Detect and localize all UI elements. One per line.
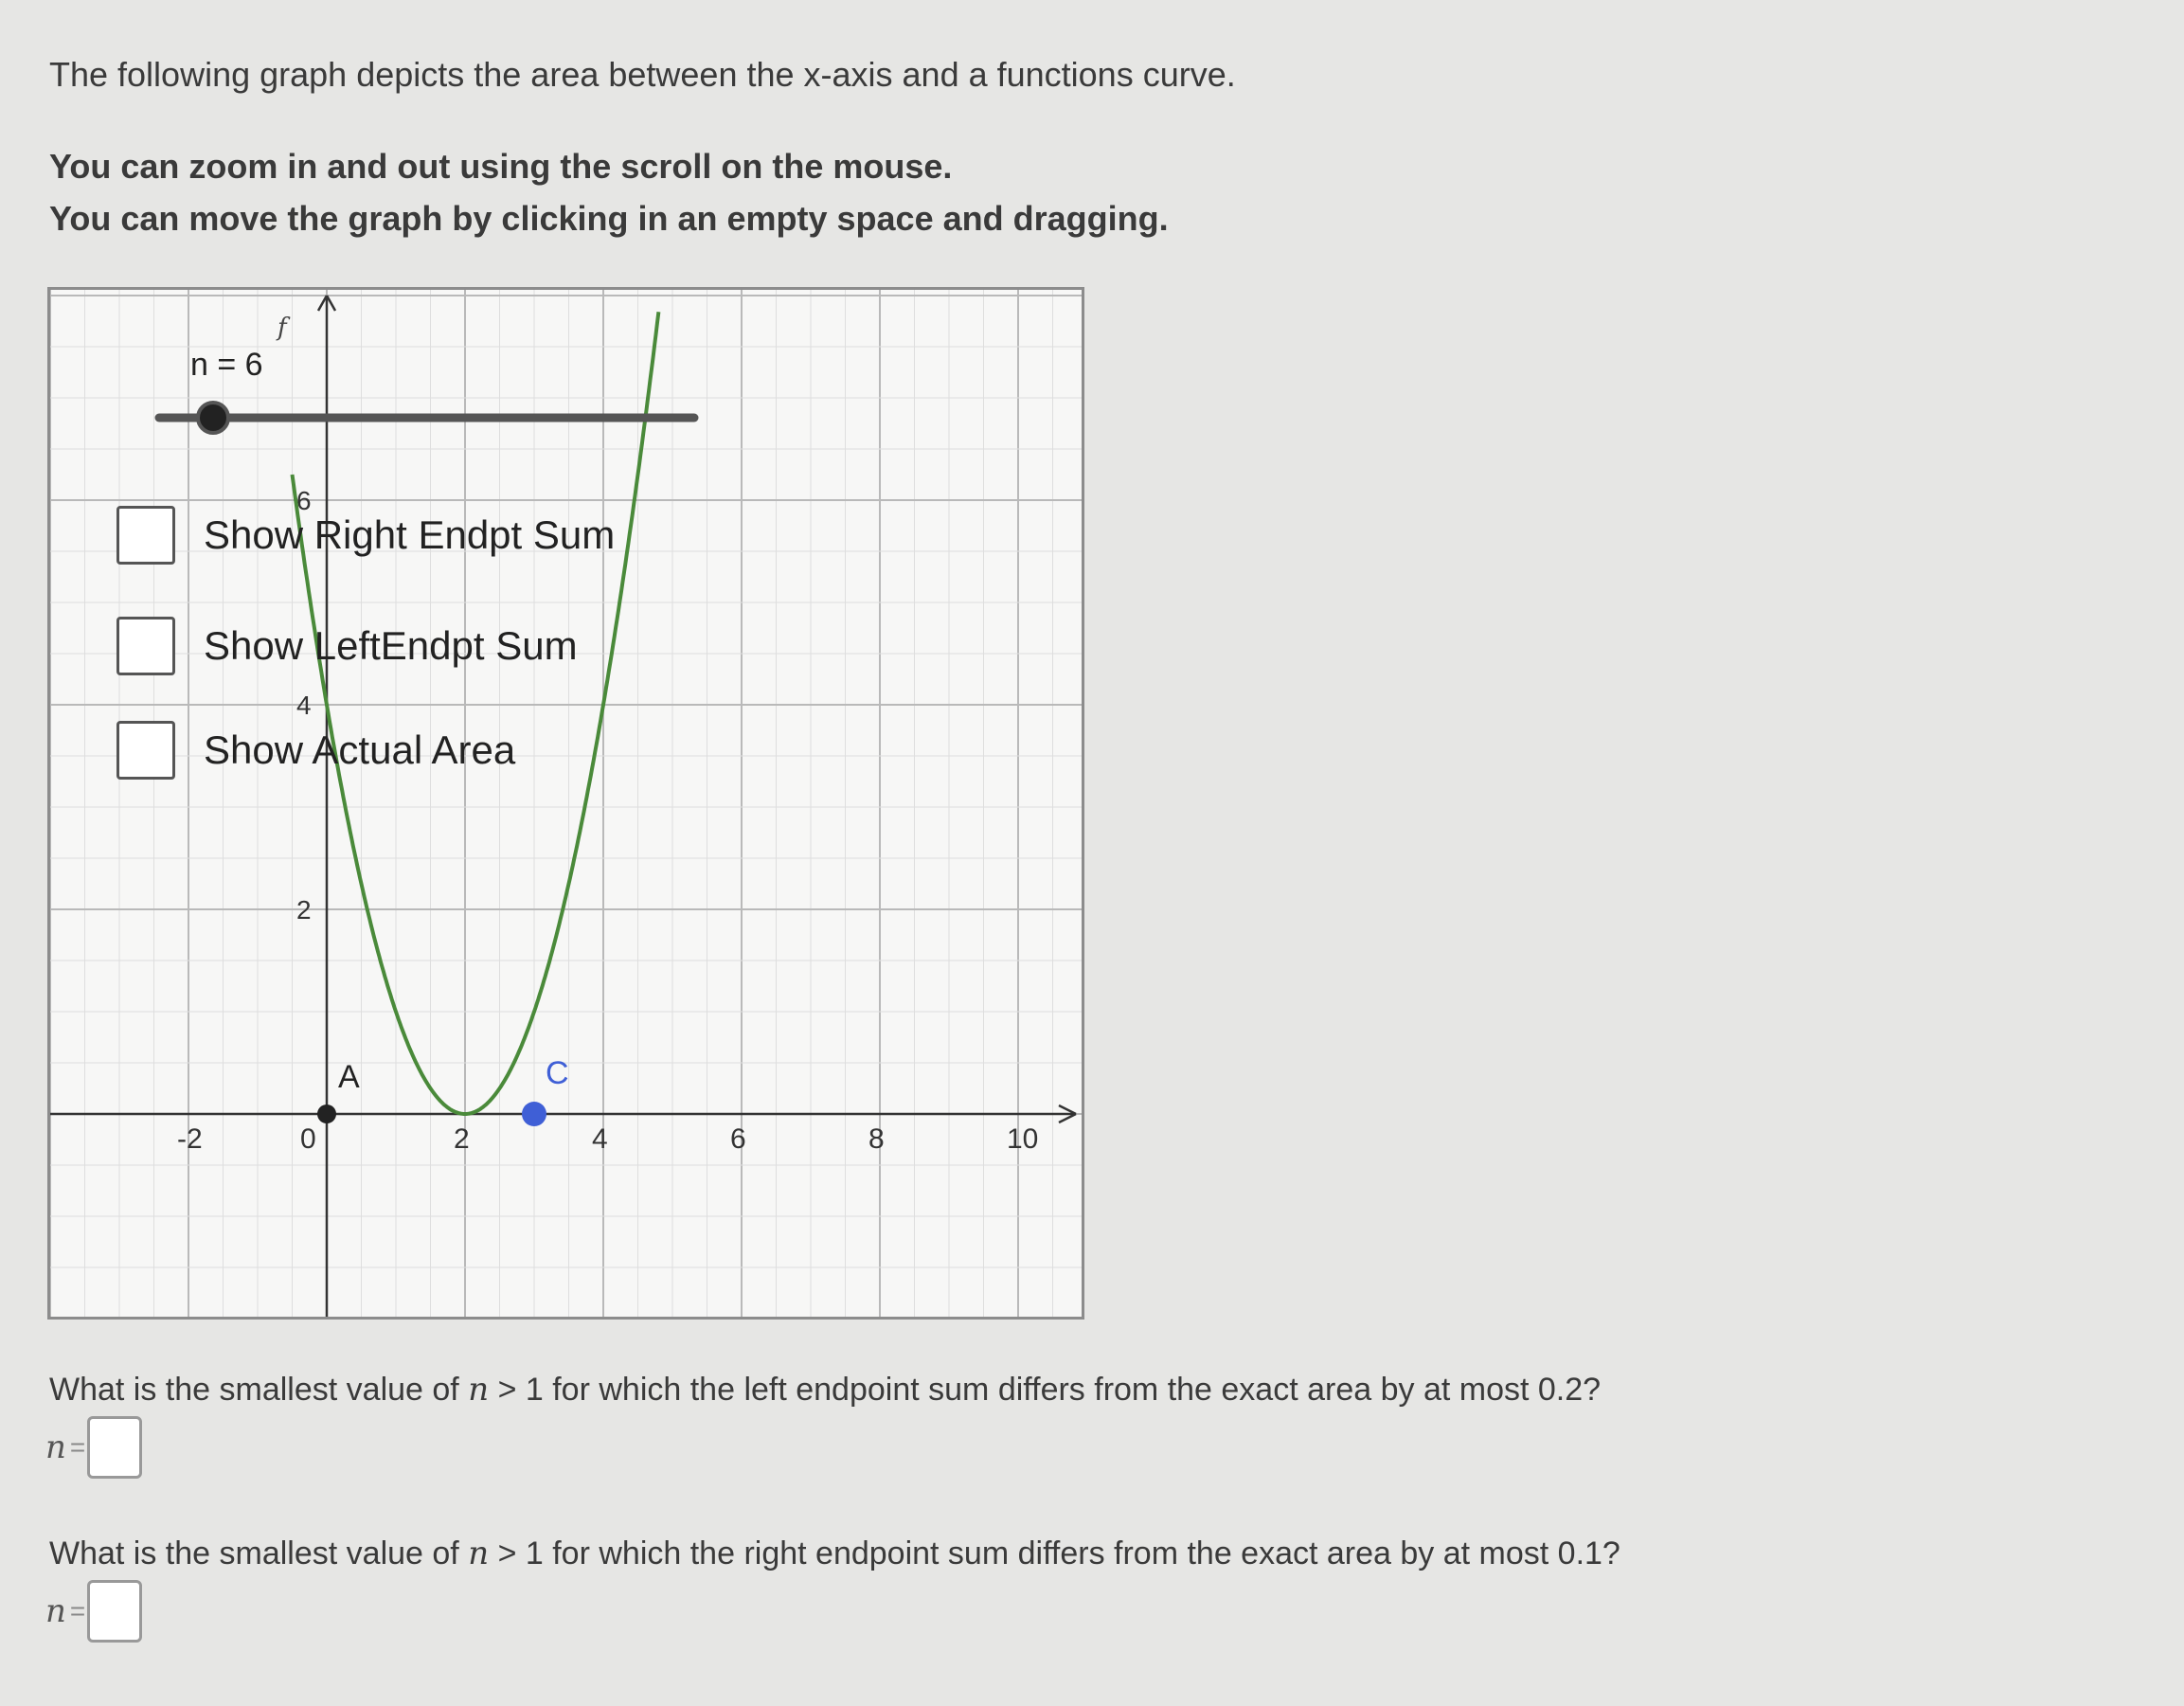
show-actual-area-checkbox[interactable] — [116, 721, 515, 780]
question-suffix: for which the left endpoint sum differs from the exact area by at most 0.2? — [552, 1372, 1602, 1408]
checkbox-label: Show Right Endpt Sum — [204, 512, 616, 557]
question-variable: n — [468, 1371, 490, 1409]
zoom-instruction: You can zoom in and out using the scroll on the mouse. — [49, 147, 953, 186]
x-tick-label: 0 — [300, 1123, 316, 1155]
point-c-label: C — [546, 1055, 569, 1091]
y-tick-label: 4 — [296, 691, 312, 720]
question-inequality: > 1 — [497, 1535, 544, 1571]
question-suffix: for which the right endpoint sum differs from the exact area by at most 0.1? — [552, 1535, 1620, 1571]
move-instruction: You can move the graph by clicking in an empty space and dragging. — [49, 199, 1169, 238]
n-slider-knob[interactable] — [198, 403, 228, 433]
x-tick-label: 4 — [592, 1123, 608, 1155]
x-tick-label: 6 — [730, 1123, 746, 1155]
intro-text: The following graph depicts the area between the x-axis and a functions curve. — [49, 55, 1236, 94]
point-c[interactable] — [522, 1102, 546, 1126]
checkbox-label: Show Actual Area — [204, 727, 516, 772]
question-variable: n — [468, 1535, 490, 1572]
answer-equals: = — [69, 1432, 86, 1462]
checkbox-box[interactable] — [116, 506, 175, 565]
point-a[interactable] — [317, 1104, 336, 1123]
answer-variable: n — [45, 1428, 66, 1466]
question-prefix: What is the smallest value of — [49, 1372, 459, 1408]
x-tick-label: 2 — [454, 1123, 470, 1155]
y-tick-label: 6 — [296, 486, 312, 515]
answer-row-left — [45, 1416, 142, 1479]
graph-applet[interactable] — [47, 287, 1084, 1320]
show-left-endpt-sum-checkbox[interactable] — [116, 617, 578, 675]
graph-canvas[interactable] — [50, 290, 1084, 1320]
checkbox-label: Show LeftEndpt Sum — [204, 623, 578, 668]
right-endpoint-answer-input[interactable] — [87, 1580, 142, 1643]
y-tick-label: 2 — [296, 895, 312, 925]
question-inequality: > 1 — [497, 1372, 544, 1408]
answer-row-right — [45, 1580, 142, 1643]
y-axis-label: f — [277, 314, 287, 342]
show-right-endpt-sum-checkbox[interactable] — [116, 506, 615, 565]
x-tick-label: 10 — [1007, 1123, 1039, 1155]
left-endpoint-answer-input[interactable] — [87, 1416, 142, 1479]
n-slider-label: n = 6 — [190, 347, 263, 383]
checkbox-box[interactable] — [116, 617, 175, 675]
x-tick-label: 8 — [868, 1123, 885, 1155]
question-prefix: What is the smallest value of — [49, 1535, 459, 1571]
x-tick-label: -2 — [177, 1123, 203, 1155]
question-left-endpoint — [49, 1371, 1601, 1409]
point-a-label: A — [338, 1059, 360, 1095]
answer-variable: n — [45, 1592, 66, 1630]
checkbox-box[interactable] — [116, 721, 175, 780]
question-right-endpoint — [49, 1535, 1620, 1572]
answer-equals: = — [69, 1596, 86, 1625]
